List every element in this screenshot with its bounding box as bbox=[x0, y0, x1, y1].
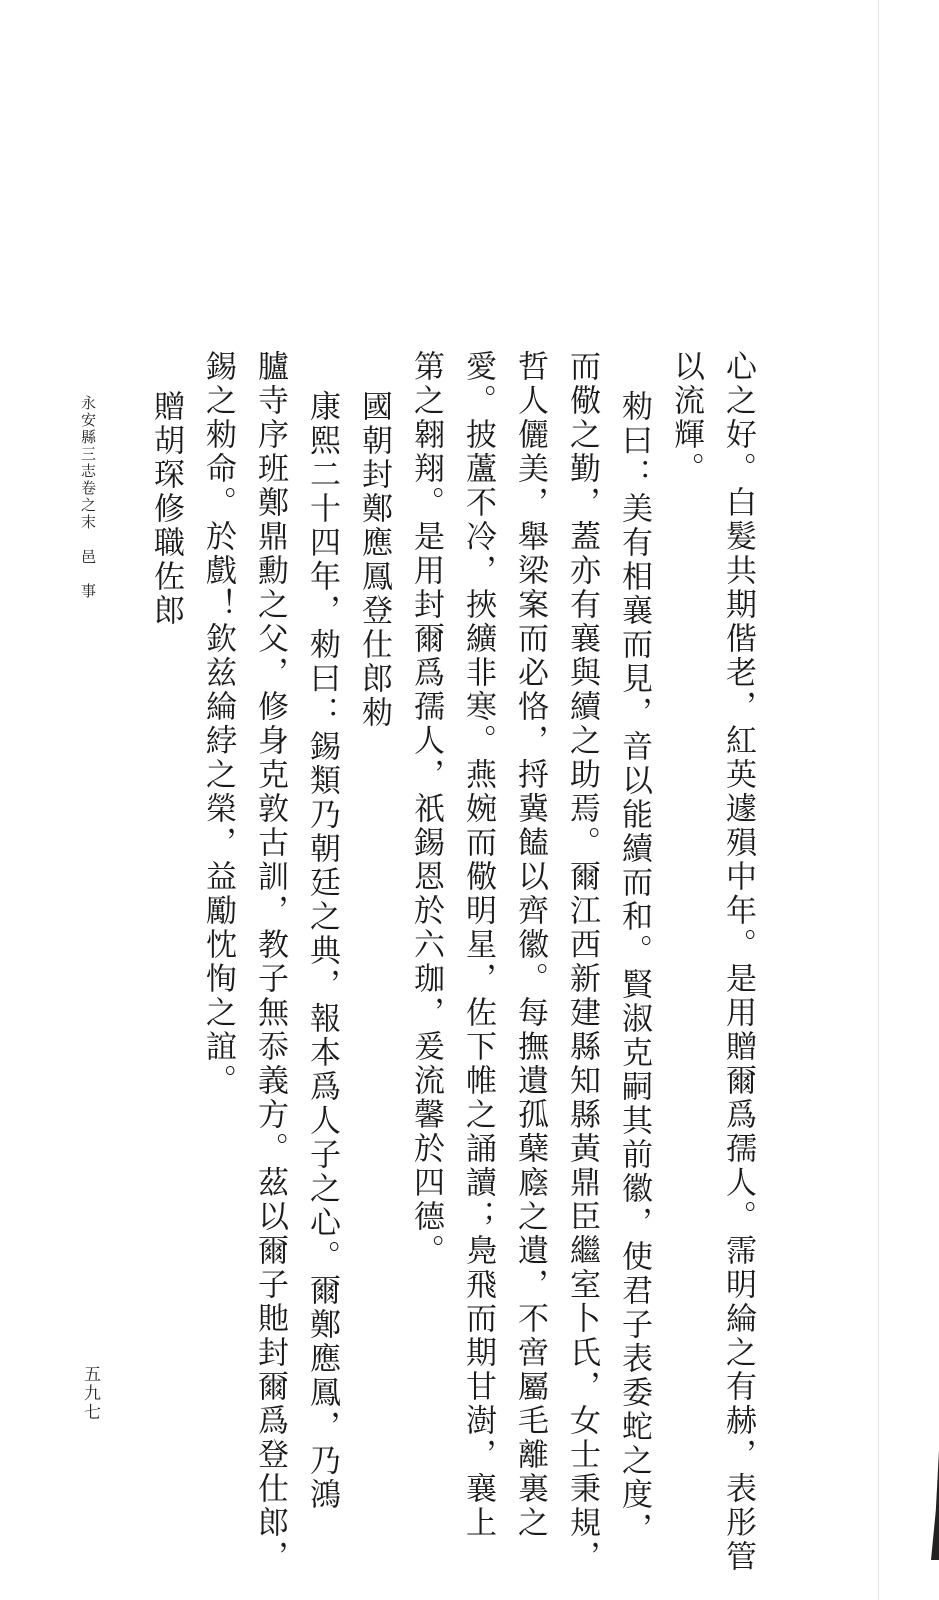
page-number: 五九七 bbox=[80, 1365, 100, 1422]
running-footer bbox=[78, 395, 99, 600]
text-column: 哲人儷美，舉梁案而必恪，捋冀饁以齊徽。每撫遺孤蘖廕之遺，不啻屬毛離裏之 bbox=[512, 350, 548, 1540]
text-column: 康熙二十四年，勑曰：錫類乃朝廷之典，報本爲人子之心。爾鄭應鳳，乃鴻 bbox=[304, 390, 340, 1512]
text-column: 而儆之勤，蓋亦有襄與續之助焉。爾江西新建縣知縣黃鼎臣繼室卜氏，女士秉規， bbox=[564, 350, 600, 1574]
text-column: 臚寺序班鄭鼎勳之父，修身克敦古訓，教子無忝義方。茲以爾子貤封爾爲登仕郎， bbox=[252, 350, 288, 1574]
binding-mark bbox=[931, 1450, 939, 1560]
text-column: 錫之勑命。於戲！欽兹綸綍之榮，益勵忱恂之誼。 bbox=[200, 350, 236, 1098]
text-column: 愛。披蘆不冷，挾纊非寒。燕婉而儆明星，佐下帷之誦讀；鳧飛而期甘澍，襄上 bbox=[460, 350, 496, 1540]
page-edge-line bbox=[878, 0, 879, 1600]
vertical-text-body bbox=[140, 350, 764, 1574]
section-heading: 贈胡琛修職佐郎 bbox=[148, 390, 184, 628]
text-column: 勑曰：美有相襄而見，音以能續而和。賢淑克嗣其前徽，使君子表委蛇之度， bbox=[616, 390, 652, 1546]
section-heading: 國朝封鄭應鳳登仕郎勑 bbox=[356, 390, 392, 730]
book-title: 永安縣三志卷之末 bbox=[79, 395, 97, 531]
text-column: 第之翱翔。是用封爾爲孺人，祇錫恩於六珈，爰流馨於四德。 bbox=[408, 350, 444, 1268]
text-column: 心之好。白髮共期偕老，紅英遽殞中年。是用贈爾爲孺人。霈明綸之有赫，表彤管 bbox=[720, 350, 756, 1574]
section-label: 邑 事 bbox=[79, 549, 97, 600]
text-column: 以流輝。 bbox=[668, 350, 704, 486]
